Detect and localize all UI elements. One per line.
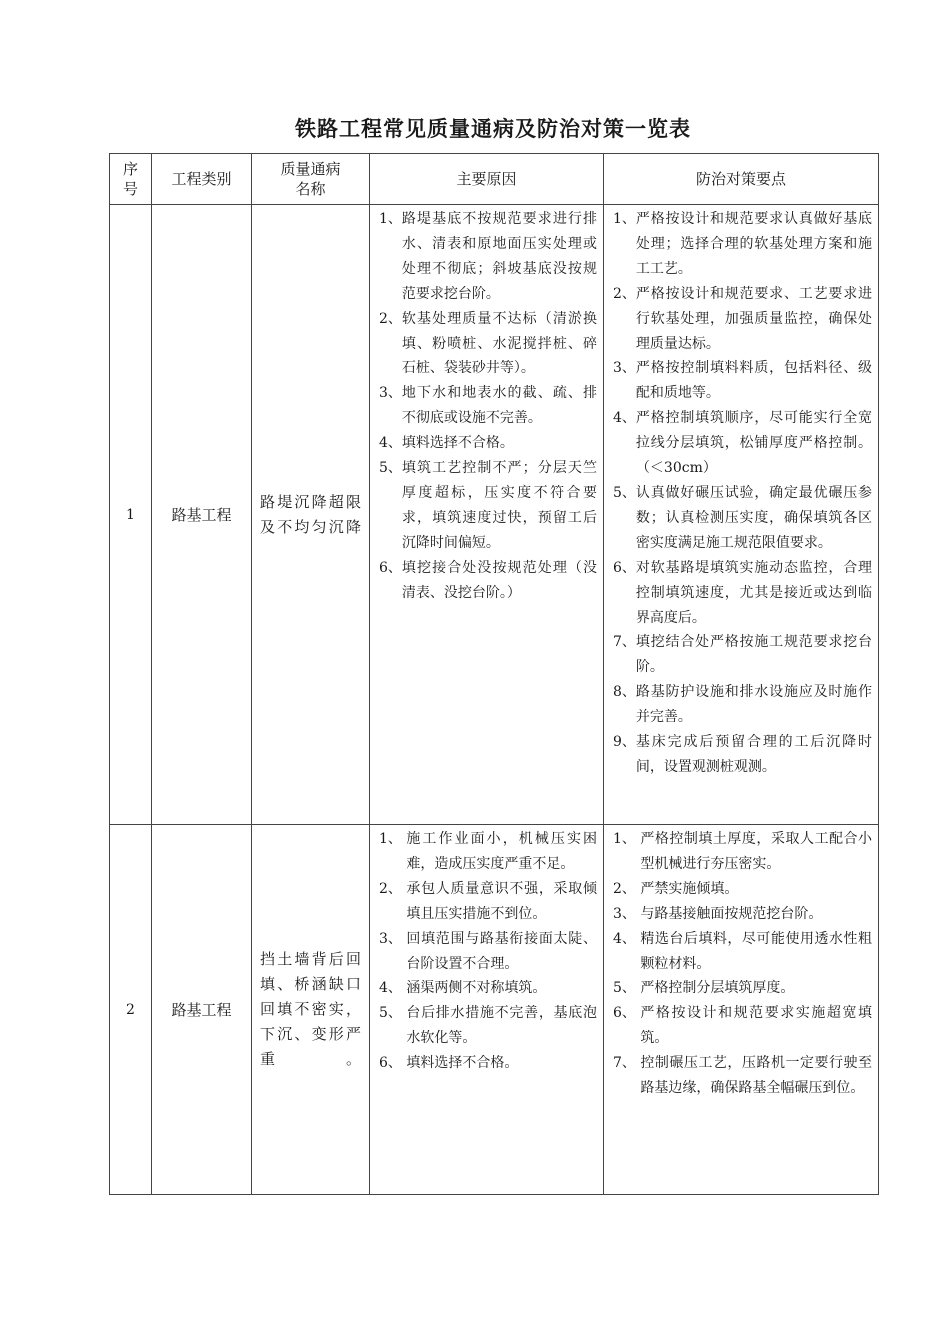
header-category: 工程类别: [152, 154, 252, 205]
cause-text: 路堤基底不按规范要求进行排水、清表和原地面压实处理或处理不彻底；斜坡基底没按规范要求挖台阶。: [401, 211, 597, 302]
cause-text: 涵渠两侧不对称填筑。: [406, 980, 547, 997]
measure-text: 严格按设计和规范要求实施超宽填筑。: [640, 1005, 872, 1047]
cause-item: [379, 207, 597, 307]
measure-text: 基床完成后预留合理的工后沉降时间，设置观测桩观测。: [635, 734, 872, 775]
measure-number: 5、: [613, 980, 641, 997]
header-defect-line2: 名称: [295, 180, 326, 198]
measure-item: [613, 556, 872, 631]
measure-text: 与路基接触面按规范挖台阶。: [640, 905, 823, 922]
header-index-line2: 号: [122, 180, 138, 198]
cause-number: 5、: [379, 460, 402, 477]
cause-text: 台后排水措施不完善，基底泡水软化等。: [406, 1005, 597, 1047]
measure-number: 1、: [613, 211, 636, 227]
measure-text: 控制碾压工艺，压路机一定要行驶至路基边缘，确保路基全幅碾压到位。: [640, 1055, 872, 1097]
row-category: 路基工程: [152, 825, 252, 1195]
measure-number: 1、: [613, 831, 641, 847]
defects-table: [109, 153, 879, 1195]
measure-text: 对软基路堤填筑实施动态监控，合理控制填筑速度，尤其是接近或达到临界高度后。: [635, 559, 872, 626]
measure-number: 4、: [613, 930, 641, 947]
header-defect: [252, 154, 370, 205]
page-title: 铁路工程常见质量通病及防治对策一览表: [295, 117, 691, 141]
cause-item: [379, 556, 597, 606]
cause-item: [379, 1051, 597, 1076]
measure-text: 严格按设计和规范要求认真做好基底处理；选择合理的软基处理方案和施工工艺。: [635, 211, 872, 277]
measure-number: 7、: [613, 634, 636, 651]
cause-item: [379, 927, 597, 977]
header-defect-line1: 质量通病: [280, 160, 341, 178]
cause-number: 1、: [379, 831, 407, 847]
cause-item: [379, 307, 597, 382]
header-measures: 防治对策要点: [604, 154, 879, 205]
cause-item: [379, 456, 597, 556]
cause-item: [379, 431, 597, 456]
cause-number: 4、: [379, 435, 402, 452]
measure-number: 7、: [613, 1055, 641, 1072]
header-index-line1: 序: [122, 160, 138, 178]
row-measures: [604, 825, 879, 1195]
cause-number: 2、: [379, 310, 402, 327]
cause-number: 5、: [379, 1005, 407, 1022]
measure-number: 6、: [613, 559, 636, 576]
measure-number: 6、: [613, 1005, 641, 1022]
measure-text: 严格控制填筑顺序，尽可能实行全宽拉线分层填筑，松铺厚度严格控制。（＜30cm）: [635, 410, 872, 477]
measure-number: 2、: [613, 880, 641, 897]
row-defect-name: 路堤沉降超限及不均匀沉降: [252, 205, 370, 825]
measure-item: [613, 927, 872, 977]
measure-item: [613, 406, 872, 481]
measure-item: [613, 282, 872, 357]
measure-text: 认真做好碾压试验，确定最优碾压参数；认真检测压实度，确保填筑各区密实度满足施工规范限值要求。: [635, 484, 872, 551]
measure-item: [613, 976, 872, 1001]
cause-text: 填料选择不合格。: [406, 1055, 519, 1072]
measure-item: [613, 630, 872, 680]
cause-text: 地下水和地表水的截、疏、排不彻底或设施不完善。: [401, 385, 597, 427]
measure-item: [613, 730, 872, 780]
measure-number: 3、: [613, 905, 641, 922]
header-index: [110, 154, 152, 205]
measure-text: 严格控制填土厚度，采取人工配合小型机械进行夯压密实。: [640, 831, 872, 872]
measure-number: 9、: [613, 734, 636, 751]
measure-number: 3、: [613, 360, 636, 377]
measure-item: [613, 877, 872, 902]
measure-text: 严格按设计和规范要求、工艺要求进行软基处理，加强质量监控，确保处理质量达标。: [635, 285, 872, 352]
measure-item: [613, 207, 872, 282]
header-row: [110, 154, 879, 205]
cause-item: [379, 381, 597, 431]
cause-number: 6、: [379, 559, 402, 576]
cause-number: 3、: [379, 930, 407, 947]
measure-item: [613, 902, 872, 927]
table-row: [110, 205, 879, 825]
row-measures: [604, 205, 879, 825]
measure-item: [613, 481, 872, 556]
cause-text: 填筑工艺控制不严；分层天竺厚度超标，压实度不符合要求，填筑速度过快，预留工后沉降时间偏短。: [401, 460, 597, 551]
cause-number: 1、: [379, 211, 402, 227]
measure-text: 精选台后填料，尽可能使用透水性粗颗粒材料。: [640, 930, 872, 972]
cause-item: [379, 1001, 597, 1051]
row-defect-name: 挡土墙背后回填、桥涵缺口回填不密实，下沉、变形严重。: [252, 825, 370, 1195]
cause-item: [379, 976, 597, 1001]
measure-number: 4、: [613, 410, 636, 427]
measure-number: 2、: [613, 285, 636, 302]
row-causes: [370, 825, 604, 1195]
measure-item: [613, 356, 872, 406]
measure-item: [613, 1001, 872, 1051]
cause-text: 填挖接合处没按规范处理（没清表、没挖台阶。）: [401, 559, 597, 601]
table-row: [110, 825, 879, 1195]
measure-text: 路基防护设施和排水设施应及时施作并完善。: [635, 684, 872, 726]
cause-number: 4、: [379, 980, 407, 997]
measure-text: 严格控制分层填筑厚度。: [640, 980, 795, 997]
row-category: 路基工程: [152, 205, 252, 825]
cause-text: 填料选择不合格。: [401, 435, 514, 452]
measure-item: [613, 680, 872, 730]
measure-item: [613, 827, 872, 877]
row-causes: [370, 205, 604, 825]
measure-number: 8、: [613, 684, 636, 701]
measure-item: [613, 1051, 872, 1101]
cause-text: 软基处理质量不达标（清淤换填、粉喷桩、水泥搅拌桩、碎石桩、袋装砂井等）。: [401, 310, 597, 377]
row-index: 2: [110, 825, 152, 1195]
cause-text: 回填范围与路基衔接面太陡、台阶设置不合理。: [406, 930, 597, 972]
cause-number: 3、: [379, 385, 402, 402]
measure-text: 填挖结合处严格按施工规范要求挖台阶。: [635, 634, 872, 676]
cause-text: 施工作业面小，机械压实困难，造成压实度严重不足。: [406, 831, 597, 872]
cause-text: 承包人质量意识不强，采取倾填且压实措施不到位。: [406, 880, 597, 922]
header-causes: 主要原因: [370, 154, 604, 205]
cause-number: 2、: [379, 880, 407, 897]
measure-text: 严格按控制填料料质，包括料径、级配和质地等。: [635, 360, 872, 402]
row-index: 1: [110, 205, 152, 825]
measure-text: 严禁实施倾填。: [640, 880, 739, 897]
cause-number: 6、: [379, 1055, 407, 1072]
measure-number: 5、: [613, 484, 636, 501]
cause-item: [379, 827, 597, 877]
cause-item: [379, 877, 597, 927]
